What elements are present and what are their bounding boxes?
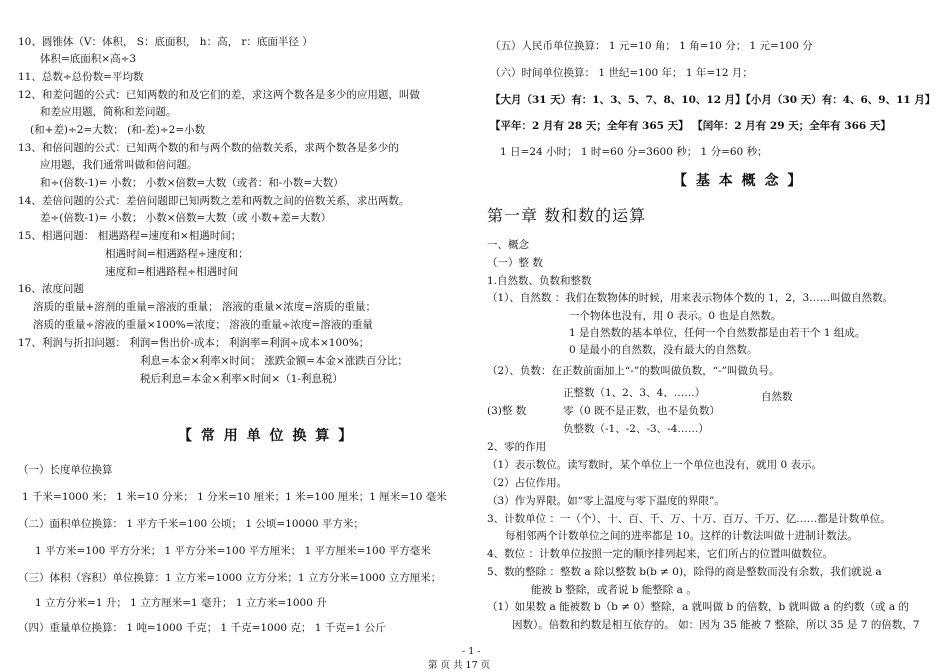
text-line: 能被 b 整除，或者说 b 能整除 a 。 (531, 584, 697, 596)
text-line: （一）长度单位换算 (18, 464, 113, 476)
text-line: 12、和差问题的公式：已知两数的和及它们的差，求这两个数各是多少的应用题，叫做 (18, 89, 420, 101)
text-line: 相遇时间=相遇路程÷速度和； (105, 248, 249, 260)
text-line: 速度和=相遇路程÷相遇时间 (105, 266, 239, 278)
text-line: 差÷(倍数-1)= 小数； 小数×倍数=大数（或 小数+差=大数） (40, 212, 332, 224)
text-line: 1.自然数、负数和整数 (487, 275, 592, 287)
page-count: 第 页 共 17 页 (428, 660, 491, 671)
text-line: 每相邻两个计数单位之间的进率都是 10。这样的计数法叫做十进制计数法。 (505, 530, 858, 542)
text-line: （一）整 数 (487, 257, 543, 269)
text-line: 15、相遇问题： 相遇路程=速度和×相遇时间； (18, 230, 242, 242)
text-line: 1 千米=1000 米； 1 米=10 分米； 1 分米=10 厘米；1 米=100 厘米；1 厘米=10 毫米 (22, 491, 447, 503)
text-line: （2）、负数：在正数前面加上“-”的数叫做负数，“-”叫做负号。 (487, 365, 780, 377)
text-line: （1）、自然数 ：我们在数物体的时候，用来表示物体个数的 1，2，3……叫做自然数。 (487, 292, 894, 304)
text-line: （三）体积（容积）单位换算：1 立方米=1000 立方分米；1 立方分米=1000 立方厘米； (18, 572, 442, 584)
section-heading: 【 常 用 单 位 换 算 】 (178, 428, 355, 444)
text-line: （1）如果数 a 能被数 b（b ≠ 0）整除，a 就叫做 b 的倍数，b 就叫做 a 的约数（或 a 的 (487, 601, 909, 613)
text-line: （3）作为界限。如“零上温度与零下温度的界限”。 (487, 495, 725, 507)
text-line: 16、浓度问题 (18, 283, 84, 295)
text-line: 零（0 既不是正数，也不是负数） (563, 405, 721, 417)
text-line: 税后利息=本金×利率×时间×（1-利息税） (140, 373, 343, 385)
text-line: 13、和倍问题的公式：已知两个数的和与两个数的倍数关系，求两个数各是多少的 (18, 142, 399, 154)
text-line: 0 是最小的自然数，没有最大的自然数。 (569, 344, 758, 356)
text-line: 5、数的整除 ：整数 a 除以整数 b(b ≠ 0)，除得的商是整数而没有余数，我们就说 a (487, 566, 882, 578)
text-line: 一、概念 (487, 239, 529, 251)
chapter-title: 第一章 数和数的运算 (487, 206, 647, 225)
text-line: （六）时间单位换算： 1 世纪=100 年； 1 年=12 月； (490, 67, 753, 79)
text-line: （2）占位作用。 (487, 477, 568, 489)
text-line: 1 平方米=100 平方分米； 1 平方分米=100 平方厘米； 1 平方厘米=100 平方毫米 (35, 545, 431, 557)
text-line: 1 立方分米=1 升； 1 立方厘米=1 毫升； 1 立方米=1000 升 (35, 597, 327, 609)
text-line: （五）人民币单位换算： 1 元=10 角； 1 角=10 分； 1 元=100 分 (490, 40, 813, 52)
right-column (475, 0, 950, 672)
text-line: 【平年：2 月有 28 天；全年有 365 天】 【闰年：2 月有 29 天；全年有 366 天】 (490, 120, 891, 132)
text-line: 负整数（-1、-2、-3、-4……） (563, 423, 709, 435)
text-line: 1 日=24 小时； 1 时=60 分=3600 秒； 1 分=60 秒； (500, 146, 768, 158)
text-line: 自然数 (761, 391, 793, 403)
text-line: 4、数位 ：计数单位按照一定的顺序排列起来，它们所占的位置叫做数位。 (487, 548, 834, 560)
text-line: 2、零的作用 (487, 441, 547, 453)
text-line: 和÷(倍数-1)= 小数； 小数×倍数=大数（或者：和-小数=大数） (40, 177, 344, 189)
text-line: 14、差倍问题的公式：差倍问题即已知两数之差和两数之间的倍数关系，求出两数。 (18, 195, 410, 207)
page-number: - 1 - (462, 646, 481, 657)
section-heading: 【 基 本 概 念 】 (673, 173, 804, 189)
text-line: （1）表示数位。读写数时，某个单位上一个单位也没有，就用 0 表示。 (487, 459, 823, 471)
text-line: 11、总数÷总份数=平均数 (18, 71, 144, 83)
text-line: 17、利润与折扣问题： 利润=售出价-成本； 利润率=利润÷成本×100%； (18, 337, 370, 349)
text-line: 利息=本金×利率×时间； 涨跌金额=本金×涨跌百分比； (140, 355, 408, 367)
text-line: (3)整 数 (487, 405, 527, 417)
text-line: （四）重量单位换算： 1 吨=1000 千克； 1 千克=1000 克； 1 千克=1 公斤 (18, 622, 386, 634)
text-line: （二）面积单位换算： 1 平方千米=100 公顷； 1 公顷=10000 平方米； (18, 518, 364, 530)
text-line: 体积=底面积×高÷3 (40, 53, 137, 65)
text-line: (和+差)÷2=大数； (和-差)÷2=小数 (30, 124, 206, 136)
text-line: 因数）。倍数和约数是相互依存的。 如：因为 35 能被 7 整除，所以 35 是 7 的倍数，7 (512, 619, 920, 631)
text-line: 3、计数单位 ：一（个）、十、百、千、万、十万、百万、千万、亿……都是计数单位。 (487, 513, 891, 525)
text-line: 【大月（31 天）有：1、3、5、7、8、10、12 月】【小月（30 天）有：4、6、9、11 月】 (490, 94, 936, 106)
text-line: 溶质的重量÷溶液的重量×100%=浓度； 溶液的重量÷浓度=溶液的重量 (33, 319, 373, 331)
text-line: 溶质的重量+溶剂的重量=溶液的重量； 溶液的重量×浓度=溶质的重量； (33, 301, 377, 313)
text-line: 和差应用题，简称和差问题。 (40, 106, 177, 118)
text-line: 一个物体也没有，用 0 表示。0 也是自然数。 (569, 310, 782, 322)
text-line: 正整数（1、2、3、4、……） (563, 387, 706, 399)
text-line: 应用题，我们通常叫做和倍问题。 (40, 159, 198, 171)
text-line: 10、圆锥体（V：体积， S：底面积， h：高， r：底面半径 ） (18, 36, 313, 48)
text-line: 1 是自然数的基本单位，任何一个自然数都是由若干个 1 组成。 (569, 327, 866, 339)
